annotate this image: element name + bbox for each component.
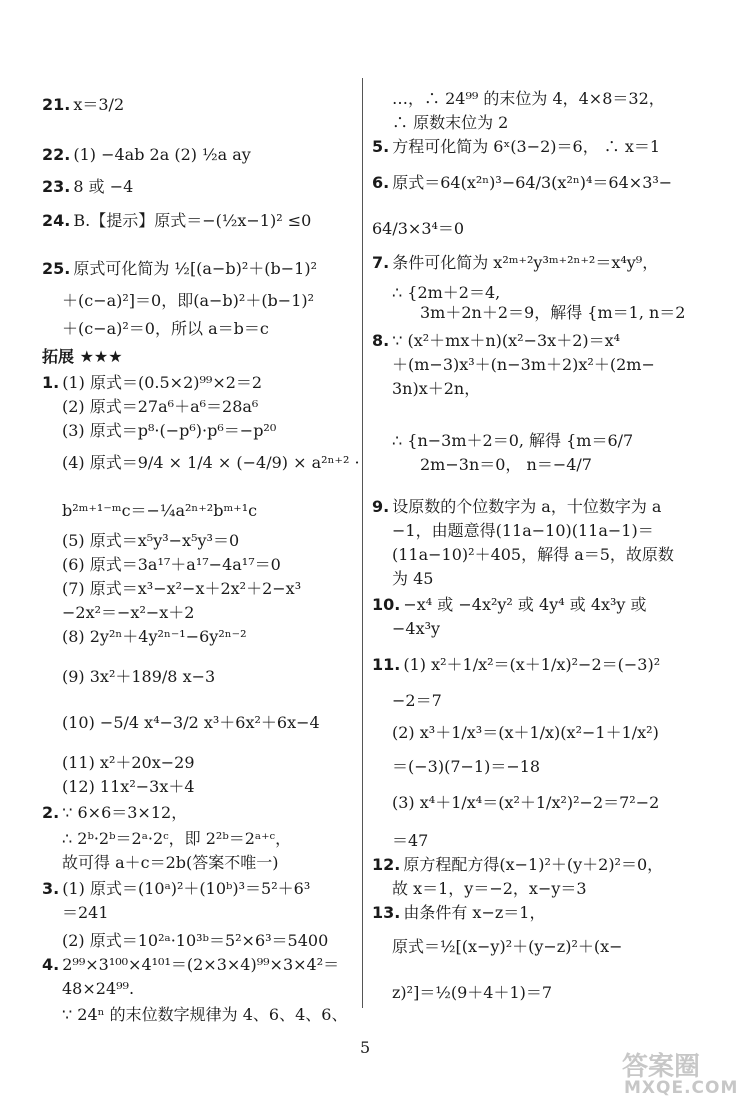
answer-line	[42, 210, 311, 232]
question-number: 12.	[372, 855, 401, 874]
answer-text: z)²]＝½(9＋4＋1)＝7	[392, 983, 553, 1002]
answer-line	[392, 430, 633, 452]
answer-text: 条件可化简为 x²ᵐ⁺²y³ᵐ⁺²ⁿ⁺²＝x⁴y⁹，	[392, 253, 659, 272]
answer-line	[392, 88, 665, 110]
answer-line	[62, 554, 281, 576]
answer-text: (1) 原式＝(0.5×2)⁹⁹×2＝2	[62, 373, 263, 392]
question-number: 23.	[42, 177, 71, 196]
answer-text: −2x²＝−x²−x＋2	[62, 603, 195, 622]
answer-text: ＋(c−a)²＝0，所以 a＝b＝c	[62, 319, 269, 338]
column-divider	[362, 78, 363, 1008]
answer-line	[372, 654, 660, 676]
answer-line	[42, 258, 317, 280]
answer-line	[392, 690, 442, 712]
answer-line	[62, 930, 328, 952]
question-number: 4.	[42, 955, 60, 974]
question-number: 1.	[42, 373, 60, 392]
question-number: 9.	[372, 497, 390, 516]
section-heading: 拓展 ★★★	[42, 347, 123, 366]
answer-line	[42, 176, 133, 198]
answer-line	[62, 1004, 347, 1026]
answer-line	[62, 290, 314, 312]
answer-text: (2) 原式＝10²ᵃ·10³ᵇ＝5²×6³＝5400	[62, 931, 329, 950]
answer-line	[392, 830, 428, 852]
answer-line	[392, 282, 500, 304]
answer-text: 2m−3n＝0， n＝−4/7	[420, 455, 592, 474]
answer-line	[62, 828, 291, 850]
answer-text: 为 45	[392, 569, 434, 588]
answer-text: (4) 原式＝9/4 × 1/4 × (−4/9) × a²ⁿ⁺² ·	[62, 453, 360, 472]
answer-line	[62, 578, 301, 600]
answer-text: (5) 原式＝x⁵y³−x⁵y³＝0	[62, 531, 240, 550]
answer-line	[372, 252, 658, 274]
answer-line	[62, 752, 195, 774]
answer-text: ∵ 6×6＝3×12，	[62, 803, 188, 822]
answer-text: (1) 原式＝(10ᵃ)²＋(10ᵇ)³＝5²＋6³	[62, 879, 311, 898]
answer-text: 原方程配方得(x−1)²＋(y＋2)²＝0，	[403, 855, 664, 874]
answer-line	[42, 144, 251, 166]
answer-text: (6) 原式＝3a¹⁷＋a¹⁷−4a¹⁷＝0	[62, 555, 281, 574]
answer-text: ∴ 2ᵇ·2ᵇ＝2ᵃ·2ᶜ，即 2²ᵇ＝2ᵃ⁺ᶜ，	[62, 829, 292, 848]
answer-text: …，∴ 24⁹⁹ 的末位为 4，4×8＝32，	[392, 89, 665, 108]
answer-line	[62, 396, 258, 418]
answer-text: 原式可化简为 ½[(a−b)²＋(b−1)²	[73, 259, 317, 278]
answer-line	[62, 500, 257, 522]
answer-line	[62, 452, 360, 474]
answer-text: −4x³y	[392, 619, 441, 638]
answer-line	[42, 802, 187, 824]
question-number: 8.	[372, 331, 390, 350]
answer-line	[42, 94, 124, 116]
answer-text: (3) 原式＝p⁸·(−p⁶)·p⁶＝−p²⁰	[62, 421, 277, 440]
answer-line	[372, 854, 663, 876]
answer-text: x＝3/2	[73, 95, 125, 114]
answer-line	[392, 792, 659, 814]
answer-text: b²ᵐ⁺¹⁻ᵐc＝−¼a²ⁿ⁺²bᵐ⁺¹c	[62, 501, 258, 520]
answer-line	[62, 852, 279, 874]
answer-line	[392, 618, 440, 640]
question-number: 25.	[42, 259, 71, 278]
answer-text: (2) x³＋1/x³＝(x＋1/x)(x²−1＋1/x²)	[392, 723, 659, 742]
answer-line	[42, 954, 339, 976]
answer-line	[392, 520, 654, 542]
answer-line	[42, 372, 262, 394]
answer-text: ＋(c−a)²]＝0，即(a−b)²＋(b−1)²	[62, 291, 315, 310]
question-number: 6.	[372, 173, 390, 192]
answer-text: (3) x⁴＋1/x⁴＝(x²＋1/x²)²−2＝7²−2	[392, 793, 660, 812]
question-number: 13.	[372, 903, 401, 922]
watermark-top: 答案圈	[622, 1052, 701, 1082]
answer-line	[392, 982, 552, 1004]
answer-line	[372, 594, 647, 616]
answer-line	[392, 378, 480, 400]
answer-text: 方程可化简为 6ˣ(3−2)＝6， ∴ x＝1	[392, 137, 661, 156]
question-number: 3.	[42, 879, 60, 898]
answer-text: (1) x²＋1/x²＝(x＋1/x)²−2＝(−3)²	[403, 655, 661, 674]
question-number: 7.	[372, 253, 390, 272]
answer-text: 原式＝64(x²ⁿ)³−64/3(x²ⁿ)⁴＝64×3³−	[392, 173, 673, 192]
answer-line	[62, 420, 276, 442]
answer-line	[62, 602, 194, 624]
answer-text: 64/3×3⁴＝0	[372, 219, 465, 238]
answer-line	[392, 878, 587, 900]
answer-text: ＝47	[392, 831, 429, 850]
answer-line	[62, 666, 215, 688]
answer-line	[420, 454, 592, 476]
answer-text: ∵ (x²＋mx＋n)(x²−3x＋2)＝x⁴	[392, 331, 621, 350]
answer-line	[392, 936, 623, 958]
answer-text: (8) 2y²ⁿ＋4y²ⁿ⁻¹−6y²ⁿ⁻²	[62, 627, 247, 646]
answer-line	[62, 530, 239, 552]
answer-text: 2⁹⁹×3¹⁰⁰×4¹⁰¹＝(2×3×4)⁹⁹×3×4²＝	[62, 955, 340, 974]
answer-line	[392, 756, 540, 778]
answer-line	[392, 354, 655, 376]
answer-text: (11a−10)²＋405，解得 a＝5，故原数	[392, 545, 674, 564]
answer-line	[420, 302, 685, 324]
question-number: 10.	[372, 595, 401, 614]
answer-line	[62, 318, 269, 340]
answer-line	[392, 568, 433, 590]
answer-text: B.【提示】原式＝−(½x−1)² ≤0	[73, 211, 312, 230]
page-number: 5	[360, 1038, 371, 1057]
answer-text: (2) 原式＝27a⁶＋a⁶＝28a⁶	[62, 397, 259, 416]
answer-line	[372, 136, 660, 158]
answer-text: ＋(m−3)x³＋(n−3m＋2)x²＋(2m−	[392, 355, 655, 374]
answer-text: 故可得 a＋c＝2b(答案不唯一)	[62, 853, 279, 872]
answer-text: 故 x＝1，y＝−2，x−y＝3	[392, 879, 587, 898]
answer-text: −x⁴ 或 −4x²y² 或 4y⁴ 或 4x³y 或	[403, 595, 647, 614]
answer-line	[392, 544, 674, 566]
answer-line	[372, 496, 661, 518]
answer-line	[62, 626, 247, 648]
answer-line	[372, 172, 672, 194]
answer-line	[372, 902, 545, 924]
question-number: 22.	[42, 145, 71, 164]
answer-text: ∴ {n−3m＋2＝0, 解得 {m＝6/7	[392, 431, 634, 450]
answer-text: (10) −5/4 x⁴−3/2 x³＋6x²＋6x−4	[62, 713, 320, 732]
answer-line	[62, 978, 134, 1000]
watermark-bottom: MXQE.COM	[624, 1078, 739, 1098]
answer-text: 由条件有 x−z＝1，	[403, 903, 546, 922]
answer-line	[372, 218, 464, 240]
question-number: 11.	[372, 655, 401, 674]
question-number: 2.	[42, 803, 60, 822]
answer-text: ＝(−3)(7−1)＝−18	[392, 757, 541, 776]
answer-text: (1) −4ab 2a (2) ½a ay	[73, 145, 251, 164]
answer-text: (7) 原式＝x³−x²−x＋2x²＋2−x³	[62, 579, 302, 598]
watermark-logo	[618, 1046, 742, 1100]
answer-text: 8 或 −4	[73, 177, 134, 196]
answer-text: ∴ {2m＋2＝4,	[392, 283, 501, 302]
answer-text: 48×24⁹⁹.	[62, 979, 135, 998]
answer-text: −2＝7	[392, 691, 442, 710]
answer-text: 原式＝½[(x−y)²＋(y−z)²＋(x−	[392, 937, 623, 956]
answer-line	[62, 902, 109, 924]
answer-text: 设原数的个位数字为 a，十位数字为 a	[392, 497, 662, 516]
answer-text: (11) x²＋20x−29	[62, 753, 195, 772]
answer-text: 3m＋2n＋2＝9，解得 {m＝1, n＝2	[420, 303, 686, 322]
answer-line	[392, 112, 508, 134]
answer-text: ∵ 24ⁿ 的末位数字规律为 4、6、4、6、	[62, 1005, 348, 1024]
answer-text: 3n)x＋2n，	[392, 379, 481, 398]
answer-line	[392, 722, 659, 744]
question-number: 24.	[42, 211, 71, 230]
answer-line	[372, 330, 620, 352]
answer-text: ∴ 原数末位为 2	[392, 113, 509, 132]
answer-line	[42, 878, 310, 900]
answer-text: ＝241	[62, 903, 109, 922]
answer-line	[62, 712, 320, 734]
answer-text: −1，由题意得(11a−10)(11a−1)＝	[392, 521, 654, 540]
answer-line	[62, 776, 195, 798]
question-number: 21.	[42, 95, 71, 114]
question-number: 5.	[372, 137, 390, 156]
answer-line	[42, 346, 123, 368]
answer-text: (9) 3x²＋189/8 x−3	[62, 667, 216, 686]
answer-text: (12) 11x²−3x＋4	[62, 777, 195, 796]
